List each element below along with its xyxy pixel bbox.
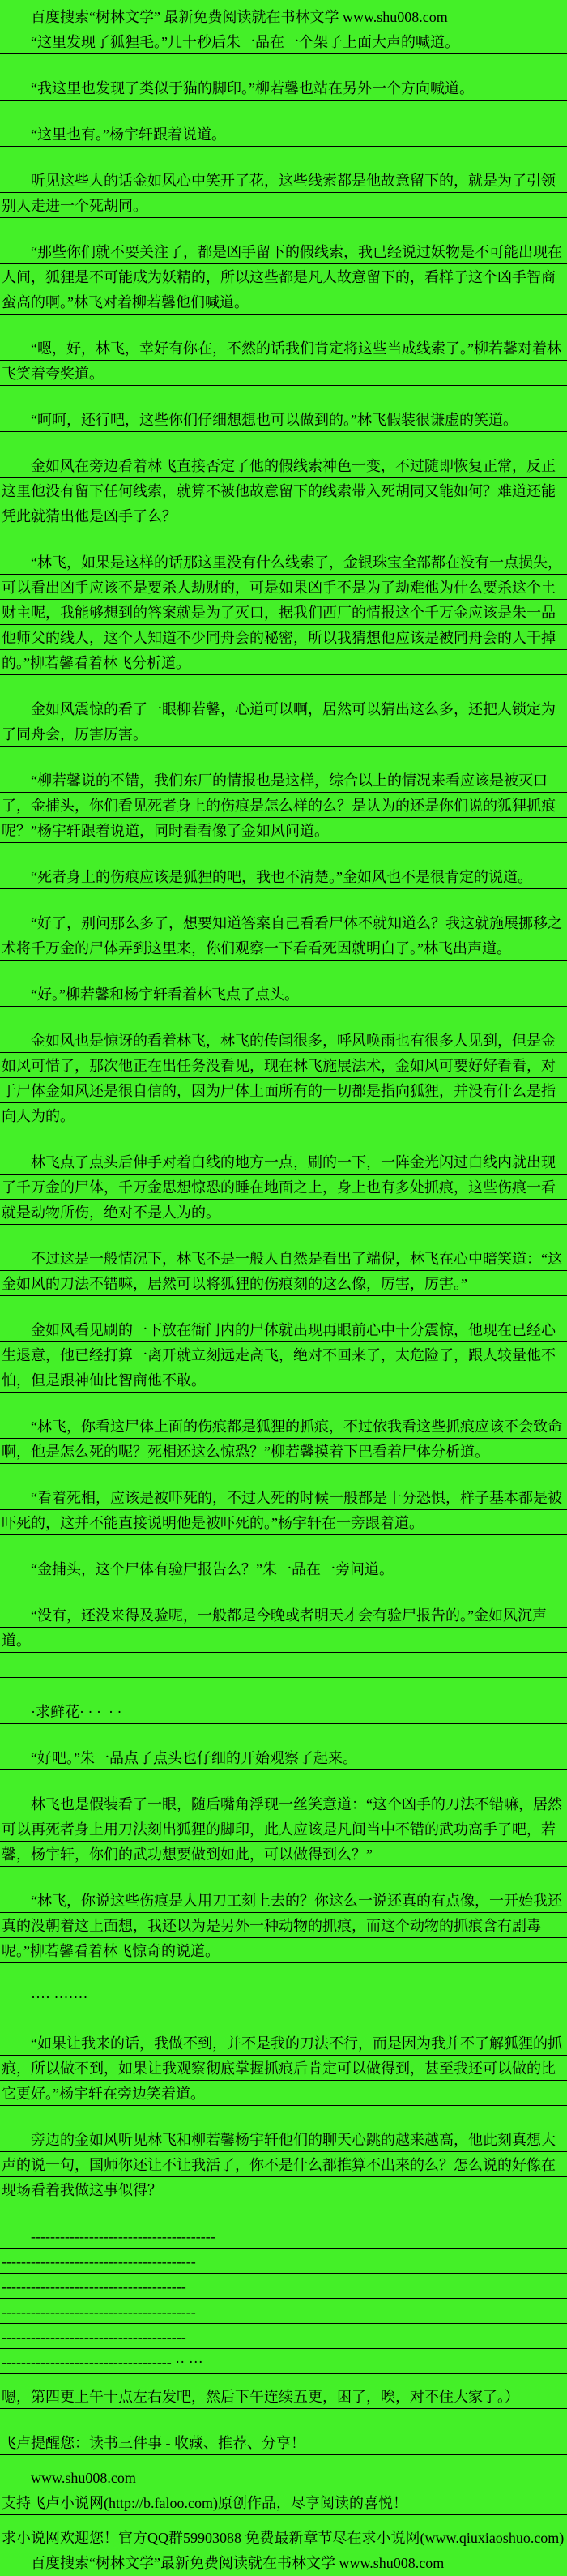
story-paragraph: “这里发现了狐狸毛。”几十秒后朱一品在一个架子上面大声的喊道。 bbox=[0, 30, 567, 55]
story-paragraph: “林飞，你说这些伤痕是人用刀工刻上去的？你这么一说还真的有点像，一开始我还真的没朝着这上面想，我还以为是另外一种动物的抓痕，而这个动物的抓痕含有剧毒呢。”柳若馨看着林飞惊奇的说道。 bbox=[0, 1889, 567, 1964]
page bbox=[0, 5, 567, 2576]
story-paragraph: “林飞，如果是这样的话那这里没有什么线索了，金银珠宝全部都在没有一点损失，可以看出凶手应该不是要杀人劫财的，可是如果凶手不是为了劫难他为什么要杀这个土财主呢，我能够想到的答案就是为了灭口，据我们西厂的情报这个千万金应该是朱一品他师父的线人，这个人知道不少同舟会的秘密，所以我猜想他应该是被同舟会的人干掉的。”柳若馨看着林飞分析道。 bbox=[0, 550, 567, 676]
story-paragraph: “好了，别问那么多了，想要知道答案自己看看尸体不就知道么？我这就施展挪移之术将千万金的尸体弄到这里来，你们观察一下看看死因就明白了。”林飞出声道。 bbox=[0, 911, 567, 961]
story-paragraph: “金捕头，这个尸体有验尸报告么？”朱一品在一旁问道。 bbox=[0, 1557, 567, 1582]
author-note: 嗯，第四更上午十点左右发吧，然后下午连续五更，困了，唉，对不住大家了。） bbox=[0, 2385, 567, 2410]
divider-dashes: -------------------------------------- bbox=[0, 2224, 567, 2249]
qiuxiaoshuo-line: 求小说网欢迎您！官方QQ群59903088 免费最新章节尽在求小说网(www.qiuxiaoshuo.com) bbox=[2, 2530, 565, 2546]
site-reminder: 飞卢提醒您：读书三件事 - 收藏、推荐、分享！ bbox=[0, 2431, 567, 2456]
divider-dashes: ----------------------------------- ·· ··· bbox=[0, 2350, 567, 2375]
faloo-support-line: 支持飞卢小说网(http://b.faloo.com)原创作品，尽享阅读的喜悦！ bbox=[0, 2491, 567, 2516]
story-paragraph: “我这里也发现了类似于猫的脚印。”柳若馨也站在另外一个方向喊道。 bbox=[0, 76, 567, 101]
promo-header: 百度搜索“树林文学” 最新免费阅读就在书林文学 www.shu008.com bbox=[31, 9, 448, 25]
empty-ruled-line bbox=[0, 1654, 567, 1679]
promo-footer: 百度搜索“树林文学”最新免费阅读就在书林文学 www.shu008.com bbox=[31, 2555, 445, 2571]
story-paragraph: “那些你们就不要关注了，都是凶手留下的假线索，我已经说过妖物是不可能出现在人间，狐狸是不可能成为妖精的，所以这些都是凡人故意留下的，看样子这个凶手智商蛮高的啊。”林飞对着柳若馨他们喊道。 bbox=[0, 240, 567, 315]
story-paragraph: 林飞点了点头后伸手对着白线的地方一点，刷的一下，一阵金光闪过白线内就出现了千万金的尸体，千万金思想惊恐的睡在地面之上，身上也有多处抓痕，这些伤痕一看就是动物所伤，绝对不是人为的。 bbox=[0, 1150, 567, 1226]
story-paragraph: “看着死相，应该是被吓死的，不过人死的时候一般都是十分恐惧，样子基本都是被吓死的，这并不能直接说明他是被吓死的。”杨宇轩在一旁跟着道。 bbox=[0, 1486, 567, 1536]
story-paragraph: “死者身上的伤痕应该是狐狸的吧，我也不清楚。”金如风也不是很肯定的说道。 bbox=[0, 865, 567, 890]
story-paragraph: “呵呵，还行吧，这些你们仔细想想也可以做到的。”林飞假装很谦虚的笑道。 bbox=[0, 408, 567, 433]
story-paragraph: 金如风看见刷的一下放在衙门内的尸体就出现再眼前心中十分震惊，他现在已经心生退意，他已经打算一离开就立刻远走高飞，绝对不回来了，太危险了，跟人较量他不怕，但是跟神仙比智商他不敢。 bbox=[0, 1318, 567, 1393]
story-paragraph: 旁边的金如风听见林飞和柳若馨杨宇轩他们的聊天心跳的越来越高，他此刻真想大声的说一句，国师你还让不让我活了，你不是什么都推算不出来的么？怎么说的好像在现场看着我做这事似得？ bbox=[0, 2128, 567, 2203]
story-paragraph: “这里也有。”杨宇轩跟着说道。 bbox=[0, 122, 567, 148]
story-paragraph: “柳若馨说的不错，我们东厂的情报也是这样，综合以上的情况来看应该是被灭口了，金捕头，你们看见死者身上的伤痕是怎么样的么？是认为的还是你们说的狐狸抓痕呢？”杨宇轩跟着说道，同时看看像了金如风问道。 bbox=[0, 768, 567, 844]
divider-dashes: ---------------------------------------- bbox=[0, 2249, 567, 2274]
story-paragraph: “好。”柳若馨和杨宇轩看着林飞点了点头。 bbox=[0, 982, 567, 1008]
story-paragraph: 听见这些人的话金如风心中笑开了花，这些线索都是他故意留下的，就是为了引领别人走进一个死胡同。 bbox=[0, 169, 567, 219]
story-paragraph: 金如风也是惊讶的看着林飞，林飞的传闻很多，呼风唤雨也有很多人见到，但是金如风可惜了，那次他正在出任务没看见，现在林飞施展法术，金如风可要好好看看，对于尸体金如风还是很自信的，因为尸体上面所有的一切都是指向狐狸，并没有什么是指向人为的。 bbox=[0, 1029, 567, 1129]
story-paragraph: 金如风在旁边看着林飞直接否定了他的假线索神色一变，不过随即恢复正常，反正这里他没有留下任何线索，就算不被他故意留下的线索带入死胡同又能如何？难道还能凭此就猜出他是凶手了么？ bbox=[0, 454, 567, 529]
story-paragraph: “没有，还没来得及验呢，一般都是今晚或者明天才会有验尸报告的。”金如风沉声道。 bbox=[0, 1603, 567, 1654]
dots-line: ···· ······· bbox=[0, 1985, 567, 2010]
divider-dashes: ---------------------------------------- bbox=[0, 2300, 567, 2325]
story-paragraph: 林飞也是假装看了一眼，随后嘴角浮现一丝笑意道：“这个凶手的刀法不错嘛，居然可以再死者身上用刀法刻出狐狸的脚印，此人应该是凡间当中不错的武功高手了吧，若馨，杨宇轩，你们的武功想要做到如此，可以做得到么？” bbox=[0, 1792, 567, 1868]
site-url: www.shu008.com bbox=[31, 2470, 136, 2486]
story-paragraph: 不过这是一般情况下，林飞不是一般人自然是看出了端倪，林飞在心中暗笑道：“这金如风的刀法不错嘛，居然可以将狐狸的伤痕刻的这么像，厉害，厉害。” bbox=[0, 1247, 567, 1297]
story-paragraph: “嗯，好，林飞，幸好有你在，不然的话我们肯定将这些当成线索了。”柳若馨对着林飞笑着夸奖道。 bbox=[0, 336, 567, 387]
story-paragraph: “如果让我来的话，我做不到，并不是我的刀法不行，而是因为我并不了解狐狸的抓痕，所以做不到，如果让我观察彻底掌握抓痕后肯定可以做得到，甚至我还可以做的比它更好。”杨宇轩在旁边笑着道。 bbox=[0, 2031, 567, 2107]
divider-dashes: -------------------------------------- bbox=[0, 2325, 567, 2350]
story-paragraph: 金如风震惊的看了一眼柳若馨，心道可以啊，居然可以猜出这么多，还把人锁定为了同舟会，厉害厉害。 bbox=[0, 697, 567, 747]
flower-request-line: ·求鲜花· · · · · bbox=[0, 1700, 567, 1725]
story-paragraph: “好吧。”朱一品点了点头也仔细的开始观察了起来。 bbox=[0, 1746, 567, 1771]
divider-dashes: -------------------------------------- bbox=[0, 2274, 567, 2300]
story-paragraph: “林飞，你看这尸体上面的伤痕都是狐狸的抓痕，不过依我看这些抓痕应该不会致命啊，他是怎么死的呢？死相还这么惊恐？”柳若馨摸着下巴看着尸体分析道。 bbox=[0, 1414, 567, 1465]
